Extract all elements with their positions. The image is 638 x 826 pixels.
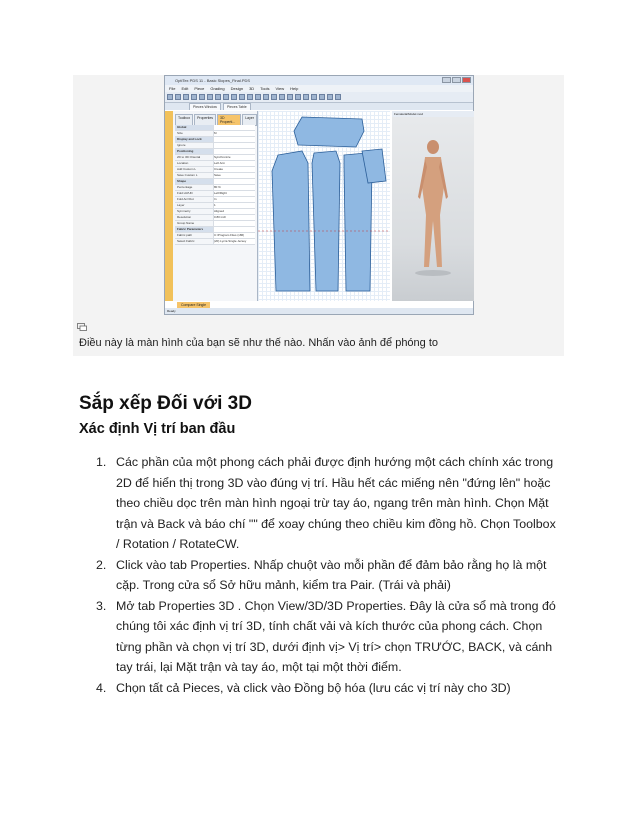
menu-item[interactable]: Help xyxy=(290,86,299,91)
toolbar-button-icon[interactable] xyxy=(255,94,261,100)
property-grid xyxy=(175,125,255,245)
property-value[interactable]: 80 % xyxy=(213,185,255,190)
toolbar xyxy=(165,92,473,103)
window-tabs xyxy=(165,103,473,110)
property-key: Select Fabric xyxy=(177,239,195,243)
step-text-line: theo chiều dọc trên màn hình ngoại trừ tay áo, ngang trên màn hình. Chọn Mặt xyxy=(116,496,549,510)
avatar-shadow xyxy=(415,270,451,276)
toolbar-button-icon[interactable] xyxy=(319,94,325,100)
step-text-line: cặp. Trong cửa sổ Sở hữu mảnh, kiểm tra Pair. (Trái và phải) xyxy=(116,578,451,592)
property-key: Fabric path xyxy=(177,233,193,237)
property-value xyxy=(213,227,255,232)
toolbar-button-icon[interactable] xyxy=(327,94,333,100)
property-value[interactable] xyxy=(213,221,255,226)
panel-tab[interactable]: Properties xyxy=(194,114,216,126)
step-text-line: Chọn tất cả Pieces, và click vào Đồng bộ hóa (lưu các vị trí này cho 3D) xyxy=(116,680,511,695)
pattern-canvas xyxy=(258,111,390,301)
figure-caption: Điều này là màn hình của bạn sẽ như thế nào. Nhấn vào ảnh để phóng to xyxy=(79,337,439,349)
menu-item[interactable]: Tools xyxy=(260,86,270,91)
property-key: Group Name xyxy=(177,221,195,225)
pattern-piece-left xyxy=(272,151,310,291)
property-value xyxy=(213,125,255,130)
property-value[interactable]: Save xyxy=(213,173,255,178)
step-text-line: Click vào tab Properties. Nhấp chuột vào mỗi phần để đảm bảo rằng họ là một xyxy=(116,557,547,572)
step-number: 1. xyxy=(96,455,107,469)
toolbar-button-icon[interactable] xyxy=(271,94,277,100)
property-value[interactable]: Synchronize xyxy=(213,155,255,160)
property-key: Fold LR/UD xyxy=(177,191,193,195)
avatar-3d-figure xyxy=(392,117,474,297)
toolbar-button-icon[interactable] xyxy=(183,94,189,100)
property-row[interactable] xyxy=(175,239,255,245)
property-key: 2D to 3D Oriental xyxy=(177,155,201,159)
toolbar-button-icon[interactable] xyxy=(263,94,269,100)
figure-container xyxy=(73,75,564,356)
property-value[interactable]: C:\Program Files (x86) xyxy=(213,233,255,238)
property-value[interactable]: M xyxy=(213,131,255,136)
step-number: 2. xyxy=(96,557,107,572)
property-value[interactable]: 1 xyxy=(213,203,255,208)
model-3d-panel xyxy=(392,111,474,301)
status-bar: Ready xyxy=(165,308,473,314)
menu-item[interactable]: 3D xyxy=(249,86,255,91)
list-item xyxy=(96,596,566,678)
property-value[interactable] xyxy=(213,143,255,148)
property-value[interactable]: 0.80 inch xyxy=(213,215,255,220)
toolbar-button-icon[interactable] xyxy=(167,94,173,100)
avatar-head xyxy=(427,140,439,154)
model-panel-title: Female4a\Model.mod xyxy=(392,111,474,117)
menu-bar xyxy=(165,85,473,92)
list-item xyxy=(96,678,566,699)
property-value xyxy=(213,149,255,154)
toolbar-button-icon[interactable] xyxy=(303,94,309,100)
property-key: Save Custom L xyxy=(177,173,198,177)
property-key: Fabric Parameters xyxy=(177,227,204,231)
toolbar-button-icon[interactable] xyxy=(215,94,221,100)
toolbar-button-icon[interactable] xyxy=(223,94,229,100)
menu-item[interactable]: View xyxy=(275,86,285,91)
panel-side-tab xyxy=(165,111,173,301)
menu-item[interactable]: Design xyxy=(230,86,244,91)
step-number: 3. xyxy=(96,598,107,613)
step-text-line: 2D để hiển thị trong 3D vào đúng vị trí. Hầu hết các miếng nên "đứng lên" hoặc xyxy=(116,475,551,490)
section-subheading: Xác định Vị trí ban đầu xyxy=(79,421,236,437)
property-value xyxy=(213,179,255,184)
close-icon xyxy=(462,77,471,83)
property-key: Symmetry xyxy=(177,209,191,213)
window-title-text: OptiTex PDS 11 - Basic Slopes_Final.PDS xyxy=(175,78,251,83)
property-key: Layer xyxy=(177,203,185,207)
toolbar-button-icon[interactable] xyxy=(311,94,317,100)
property-key: Add Custom L xyxy=(177,167,197,171)
list-item xyxy=(96,452,566,555)
property-value[interactable]: Aligned xyxy=(213,209,255,214)
toolbar-button-icon[interactable] xyxy=(335,94,341,100)
property-key: Positioning xyxy=(177,149,194,153)
step-text-line: trận và Back và báo chí "" để xoay chúng theo chiều kim đồng hồ. Chọn Toolbox xyxy=(116,516,556,531)
toolbar-button-icon[interactable] xyxy=(231,94,237,100)
compare-single-tab[interactable]: Compare Single xyxy=(177,302,210,308)
toolbar-button-icon[interactable] xyxy=(199,94,205,100)
minimize-icon xyxy=(442,77,451,83)
properties-panel xyxy=(165,111,258,301)
panel-tab[interactable]: Layer xyxy=(242,114,257,126)
property-value[interactable]: Left/Right xyxy=(213,191,255,196)
property-key: Percentage xyxy=(177,185,193,189)
toolbar-button-icon[interactable] xyxy=(239,94,245,100)
software-screenshot[interactable] xyxy=(164,75,474,315)
toolbar-button-icon[interactable] xyxy=(191,94,197,100)
toolbar-button-icon[interactable] xyxy=(295,94,301,100)
panel-tab[interactable]: Toolbox xyxy=(175,114,193,126)
property-key: Shape xyxy=(177,179,187,183)
window-tab[interactable]: Pieces Table xyxy=(223,103,251,110)
toolbar-button-icon[interactable] xyxy=(287,94,293,100)
menu-item[interactable]: Piece xyxy=(194,86,205,91)
pattern-piece-front xyxy=(312,151,340,291)
instruction-list xyxy=(96,452,566,698)
property-value[interactable]: Left Arm xyxy=(213,161,255,166)
toolbar-button-icon[interactable] xyxy=(279,94,285,100)
toolbar-button-icon[interactable] xyxy=(207,94,213,100)
step-text-line: tay trái, lại Mặt trận và tay áo, một tại một thời điểm. xyxy=(116,660,402,674)
property-value xyxy=(213,137,255,142)
property-key: Size xyxy=(177,131,183,135)
step-text-line: từng phần và chọn vị trí 3D, dưới định vị> Vị trí> chọn TRƯỚC, BACK, và cánh xyxy=(116,639,553,654)
property-key: Ignore xyxy=(177,143,186,147)
property-key: Display and Lock xyxy=(177,137,202,141)
step-number: 4. xyxy=(96,680,107,695)
property-key: Location xyxy=(177,161,189,165)
step-text-line: / Rotation / RotateCW. xyxy=(116,537,240,551)
toolbar-button-icon[interactable] xyxy=(247,94,253,100)
property-value[interactable]: In xyxy=(213,197,255,202)
pattern-piece-collar xyxy=(294,117,364,147)
toolbar-button-icon[interactable] xyxy=(175,94,181,100)
property-value[interactable]: Create xyxy=(213,167,255,172)
maximize-icon xyxy=(452,77,461,83)
window-tab[interactable]: Pieces Window xyxy=(189,103,221,110)
property-key: Resolution xyxy=(177,215,192,219)
section-heading: Sắp xếp Đối với 3D xyxy=(79,393,252,414)
image-placeholder-icon xyxy=(77,323,87,331)
menu-item[interactable]: Edit xyxy=(181,86,189,91)
step-text-line: chúng tôi xác định vị trí 3D, tính chất vải và kích thước của phong cách. Chọn xyxy=(116,619,543,633)
property-key: Fold Arc/Out xyxy=(177,197,194,201)
window-controls xyxy=(442,77,471,83)
step-text-line: Các phần của một phong cách phải được định hướng một cách chính xác trong xyxy=(116,455,554,469)
panel-tab[interactable]: 3D Properti... xyxy=(217,114,241,126)
menu-item[interactable]: File xyxy=(169,86,176,91)
menu-item[interactable]: Grading xyxy=(210,86,225,91)
window-title xyxy=(165,76,473,85)
pattern-pieces-drawing xyxy=(258,111,390,301)
step-text-line: Mở tab Properties 3D . Chọn View/3D/3D Properties. Đây là cửa sổ mà trong đó xyxy=(116,598,556,613)
property-value[interactable]: (20) Lycra Single Jersey xyxy=(213,239,255,244)
property-key: Global xyxy=(177,125,187,129)
list-item xyxy=(96,555,566,596)
